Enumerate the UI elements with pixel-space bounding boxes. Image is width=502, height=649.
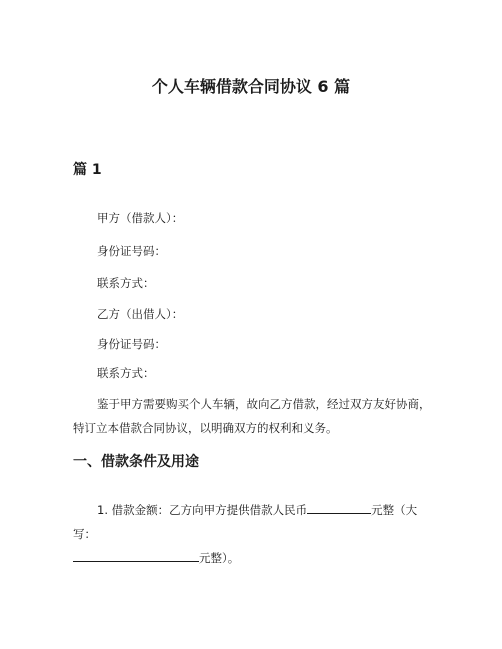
clause-1-text-a: 1. 借款金额：乙方向甲方提供借款人民币	[97, 503, 308, 517]
party-b-contact-line: 联系方式：	[97, 366, 155, 380]
section-title: 篇 1	[73, 162, 102, 178]
party-b-id-line: 身份证号码：	[97, 337, 166, 351]
party-b-line: 乙方（出借人）：	[97, 307, 184, 321]
clause-1-text-b: 元整（大写：	[73, 503, 418, 541]
intro-paragraph-text: 鉴于甲方需要购买个人车辆，故向乙方借款，经过双方友好协商，特订立本借款合同协议，以明确双方的权利和义务。	[73, 397, 431, 435]
clause-heading: 一、借款条件及用途	[73, 454, 199, 470]
party-a-id-line: 身份证号码：	[97, 244, 166, 258]
document-title: 个人车辆借款合同协议 6 篇	[151, 77, 351, 96]
amount-blank	[307, 502, 371, 514]
amount-words-blank	[73, 550, 199, 562]
clause-1-paragraph	[73, 498, 433, 570]
clause-1-text-c: 元整）。	[199, 551, 240, 565]
party-a-line: 甲方（借款人）：	[97, 211, 184, 225]
intro-paragraph	[73, 392, 433, 440]
party-a-contact-line: 联系方式：	[97, 276, 155, 290]
